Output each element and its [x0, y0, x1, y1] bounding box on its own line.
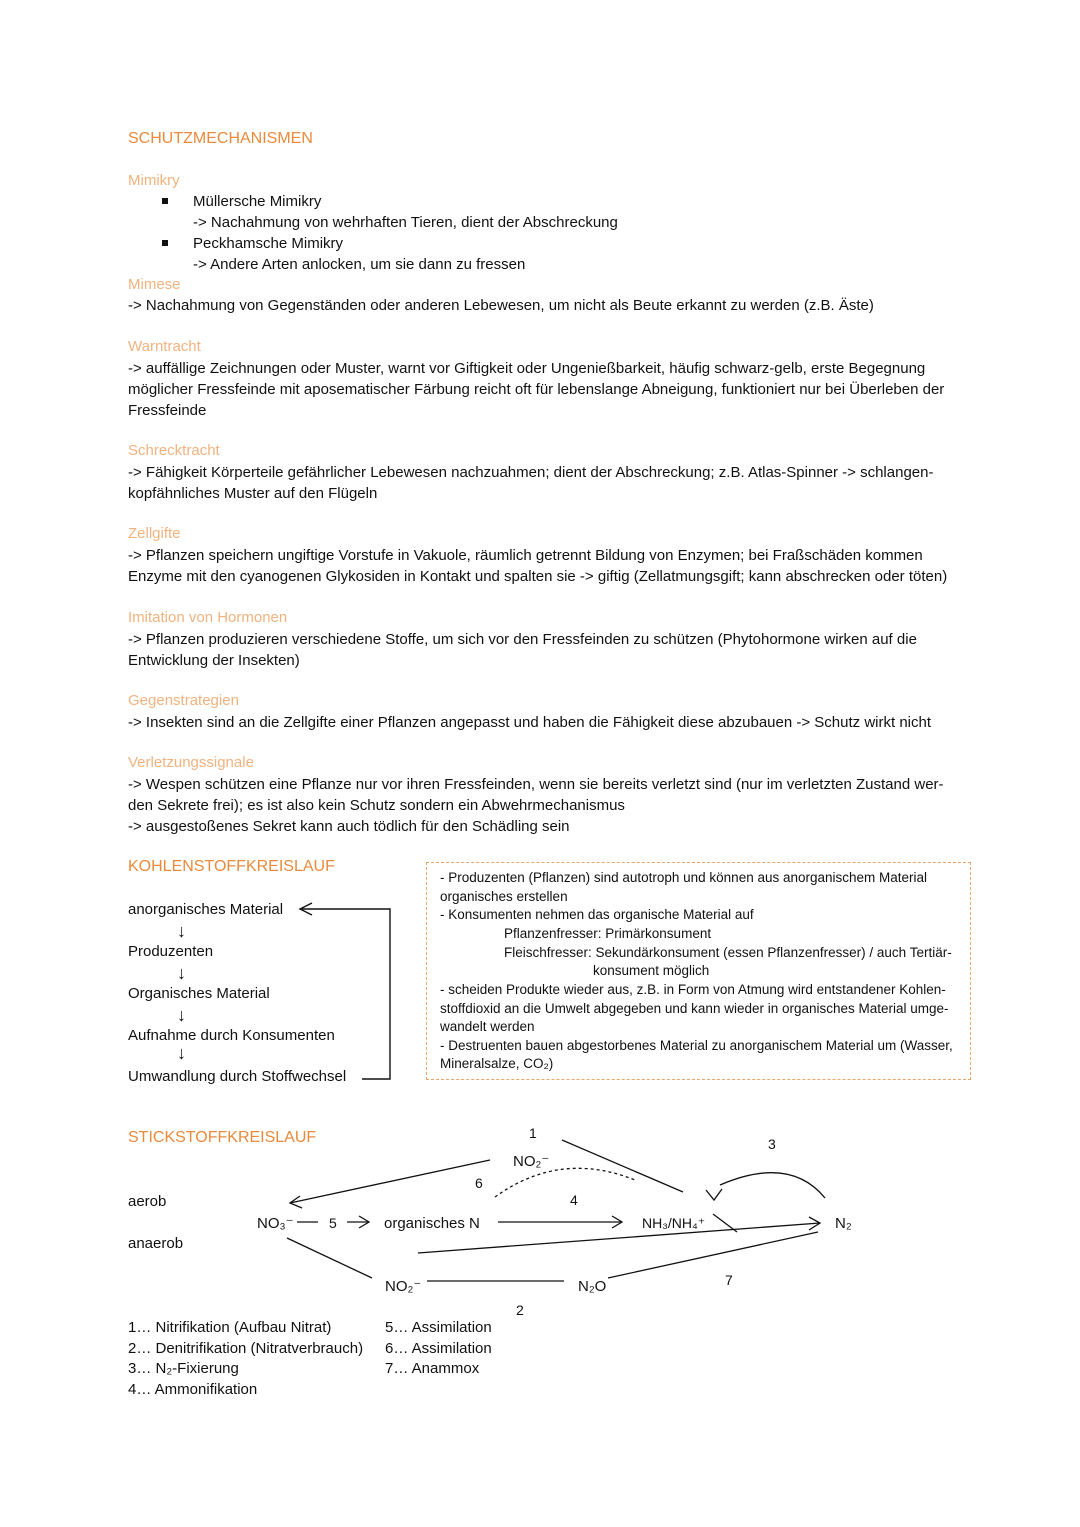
carbon-note-line: - Destruenten bauen abgestorbenes Material zu anorganischem Material um (Wasser, [440, 1038, 953, 1053]
carbon-note-line: organisches erstellen [440, 889, 568, 904]
carbon-note-line: stoffdioxid an die Umwelt abgegeben und kann wieder in organisches Material umge- [440, 1001, 949, 1016]
legend-item: 6… Assimilation [385, 1340, 492, 1357]
heading-mimikry: Mimikry [128, 172, 180, 189]
mimikry-item-name: Peckhamsche Mimikry [193, 235, 344, 252]
mimikry-item-desc: -> Andere Arten anlocken, um sie dann zu fressen [193, 256, 526, 273]
arrow-anammox [608, 1232, 818, 1278]
dashed-curve [495, 1168, 635, 1197]
node-nh3-nh4: NH₃/NH₄⁺ [642, 1215, 706, 1231]
heading-mimese: Mimese [128, 276, 181, 293]
arrow-down-icon: ↓ [177, 921, 186, 941]
arrow-denitrification [287, 1238, 372, 1278]
carbon-step: Umwandlung durch Stoffwechsel [128, 1068, 347, 1085]
legend-item: 1… Nitrifikation (Aufbau Nitrat) [128, 1319, 332, 1336]
node-no2-bottom: NO₂⁻ [385, 1278, 422, 1295]
label-aerob: aerob [128, 1193, 167, 1210]
text-warntracht: -> auffällige Zeichnungen oder Muster, warnt vor Giftigkeit oder Ungenießbarkeit, häufig schwarz-gelb, erste Begegnung möglicher Fressfeinde mit aposematischer Färbung reicht oft für lebenslange Abneigung, funktioniert nur bei Überleben der Fressfeinde [128, 360, 945, 419]
carbon-note-line: Mineralsalze, CO₂) [440, 1056, 554, 1071]
text-schrecktracht: -> Fähigkeit Körperteile gefährlicher Lebewesen nachzuahmen; dient der Abschreckung; z.B. Atlas-Spinner -> schlangen- kopfähnliches Muster auf den Flügeln [128, 464, 934, 502]
arrow-down-icon: ↓ [177, 963, 186, 983]
carbon-note-line: - Konsumenten nehmen das organische Material auf [440, 907, 754, 922]
heading-warntracht: Warntracht [128, 338, 201, 355]
carbon-note-line: konsument möglich [593, 963, 710, 978]
number-2: 2 [516, 1302, 524, 1318]
arrow-down-icon: ↓ [177, 1005, 186, 1025]
carbon-note-line: wandelt werden [440, 1019, 535, 1034]
legend-item: 3… N₂-Fixierung [128, 1360, 239, 1377]
legend-item: 2… Denitrifikation (Nitratverbrauch) [128, 1340, 364, 1357]
carbon-step: Organisches Material [128, 985, 270, 1002]
text-imitation-hormone: -> Pflanzen produzieren verschiedene Stoffe, um sich vor den Fressfeinden zu schützen (Phytohormone wirken auf die Entwicklung der Insekten) [128, 631, 917, 669]
carbon-note-line: - Produzenten (Pflanzen) sind autotroph und können aus anorganischem Material [440, 870, 928, 885]
arrowhead-icon [706, 1189, 722, 1200]
node-no3: NO₃⁻ [257, 1215, 294, 1232]
node-no2-top: NO₂⁻ [513, 1153, 550, 1170]
mimikry-item-name: Müllersche Mimikry [193, 193, 322, 210]
carbon-note-line: Fleischfresser: Sekundärkonsument (essen Pflanzenfresser) / auch Tertiär- [504, 945, 952, 960]
carbon-step: anorganisches Material [128, 901, 284, 918]
carbon-step: Aufnahme durch Konsumenten [128, 1027, 335, 1044]
heading-zellgifte: Zellgifte [128, 525, 181, 542]
title-schutzmechanismen: SCHUTZMECHANISMEN [128, 130, 313, 147]
title-kohlenstoffkreislauf: KOHLENSTOFFKREISLAUF [128, 858, 335, 875]
text-mimese: -> Nachahmung von Gegenständen oder anderen Lebewesen, um nicht als Beute erkannt zu werden (z.B. Äste) [128, 297, 874, 314]
heading-verletzungssignale: Verletzungssignale [128, 754, 254, 771]
carbon-note-line: - scheiden Produkte wieder aus, z.B. in Form von Atmung wird entstandener Kohlen- [440, 982, 946, 997]
arrow-nitrification [562, 1140, 683, 1192]
node-n2o: N₂O [578, 1278, 607, 1295]
number-7: 7 [725, 1272, 733, 1288]
number-1: 1 [529, 1125, 537, 1141]
number-4: 4 [570, 1192, 578, 1208]
arrow-assimilation-6 [290, 1160, 490, 1203]
arrow-n2-fixation [720, 1173, 825, 1198]
node-n2: N₂ [835, 1215, 852, 1232]
heading-gegenstrategien: Gegenstrategien [128, 692, 239, 709]
heading-schrecktracht: Schrecktracht [128, 442, 220, 459]
arrow-down-icon: ↓ [177, 1043, 186, 1063]
text-zellgifte: -> Pflanzen speichern ungiftige Vorstufe in Vakuole, räumlich getrennt Bildung von Enzymen; bei Fraßschäden kommen Enzyme mit den cyanogenen Glykosiden in Kontakt und spalten sie -> giftig (Zellatmungsgift; kann abschrecken oder töten) [128, 547, 948, 585]
title-stickstoffkreislauf: STICKSTOFFKREISLAUF [128, 1129, 317, 1146]
mimikry-item-desc: -> Nachahmung von wehrhaften Tieren, dient der Abschreckung [193, 214, 618, 231]
number-3: 3 [768, 1136, 776, 1152]
label-anaerob: anaerob [128, 1235, 184, 1252]
number-5: 5 [329, 1215, 337, 1231]
node-organisches-n: organisches N [384, 1215, 480, 1232]
legend-item: 7… Anammox [385, 1360, 480, 1377]
text-verletzungssignale: -> Wespen schützen eine Pflanze nur vor ihren Fressfeinden, wenn sie bereits verletzt sind (nur im verletzten Zustand wer- den Sekrete frei); es ist also kein Schutz sondern ein Abwehrmechanismus -> ausgestoßenes Sekret kann auch tödlich für den Schädling sein [128, 776, 944, 835]
carbon-step: Produzenten [128, 943, 214, 960]
heading-imitation-hormone: Imitation von Hormonen [128, 609, 288, 626]
carbon-note-line: Pflanzenfresser: Primärkonsument [504, 926, 712, 941]
number-6: 6 [475, 1175, 483, 1191]
legend-item: 4… Ammonifikation [128, 1381, 258, 1398]
text-gegenstrategien: -> Insekten sind an die Zellgifte einer Pflanzen angepasst und haben die Fähigkeit diese abzubauen -> Schutz wirkt nicht [128, 714, 932, 731]
legend-item: 5… Assimilation [385, 1319, 492, 1336]
